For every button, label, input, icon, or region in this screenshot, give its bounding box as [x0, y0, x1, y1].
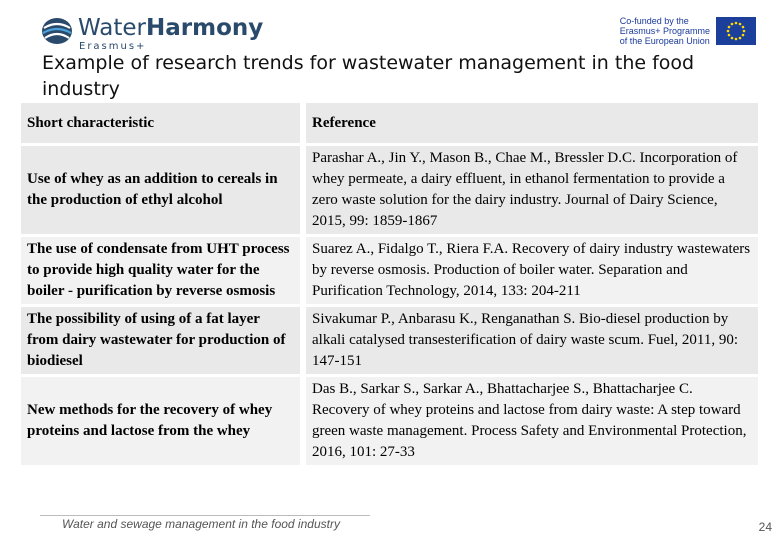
eu-text-line-3: of the European Union — [619, 36, 710, 46]
water-drop-icon — [40, 16, 74, 46]
reference-cell: Sivakumar P., Anbarasu K., Renganathan S. Bio-diesel production by alkali catalysed transesterification of dairy waste scum. Fuel, 2011, 90: 147-151 — [303, 306, 758, 376]
eu-cofunded-text — [620, 16, 710, 46]
table-row — [21, 145, 758, 236]
slide-title: Example of research trends for wastewater management in the food industry — [42, 52, 695, 100]
page-number: 24 — [758, 520, 772, 534]
logo-water: Water — [78, 15, 146, 41]
table-header-row — [21, 103, 758, 145]
table-row — [21, 236, 758, 306]
table-row — [21, 376, 758, 467]
characteristic-cell: The use of condensate from UHT process to provide high quality water for the boiler - purification by reverse osmosis — [21, 236, 303, 306]
reference-cell: Parashar A., Jin Y., Mason B., Chae M., Bressler D.C. Incorporation of whey permeate, a dairy effluent, in ethanol fermentation to provide a zero waste solution for the dairy industry. Journal of Dairy Science, 2015, 99: 1859-1867 — [303, 145, 758, 236]
characteristic-cell: Use of whey as an addition to cereals in the production of ethyl alcohol — [21, 145, 303, 236]
footer-divider — [40, 515, 370, 516]
header-short-characteristic: Short characteristic — [21, 103, 303, 145]
research-trends-table — [21, 103, 758, 468]
eu-text-line-1: Co-funded by the — [619, 16, 689, 26]
characteristic-cell: New methods for the recovery of whey proteins and lactose from the whey — [21, 376, 303, 467]
eu-text-line-2: Erasmus+ Programme — [619, 26, 710, 36]
logo-subtitle: Erasmus+ — [79, 41, 147, 52]
footer-text: Water and sewage management in the food industry — [62, 517, 340, 531]
logo-harmony: Harmony — [146, 15, 264, 41]
waterharmony-logo — [40, 14, 264, 52]
eu-cofunded-badge — [620, 16, 756, 46]
reference-cell: Das B., Sarkar S., Sarkar A., Bhattacharjee S., Bhattacharjee C. Recovery of whey proteins and lactose from dairy waste: A step toward green waste management. Process Safety and Environmental Protection, 2016, 101: 27-33 — [303, 376, 758, 467]
reference-cell: Suarez A., Fidalgo T., Riera F.A. Recovery of dairy industry wastewaters by reverse osmosis. Production of boiler water. Separation and Purification Technology, 2014, 133: 204-211 — [303, 236, 758, 306]
header-reference: Reference — [303, 103, 758, 145]
characteristic-cell: The possibility of using of a fat layer from dairy wastewater for production of biodiesel — [21, 306, 303, 376]
table-row — [21, 306, 758, 376]
logo-wordmark — [78, 15, 263, 41]
eu-flag-icon — [716, 17, 756, 45]
